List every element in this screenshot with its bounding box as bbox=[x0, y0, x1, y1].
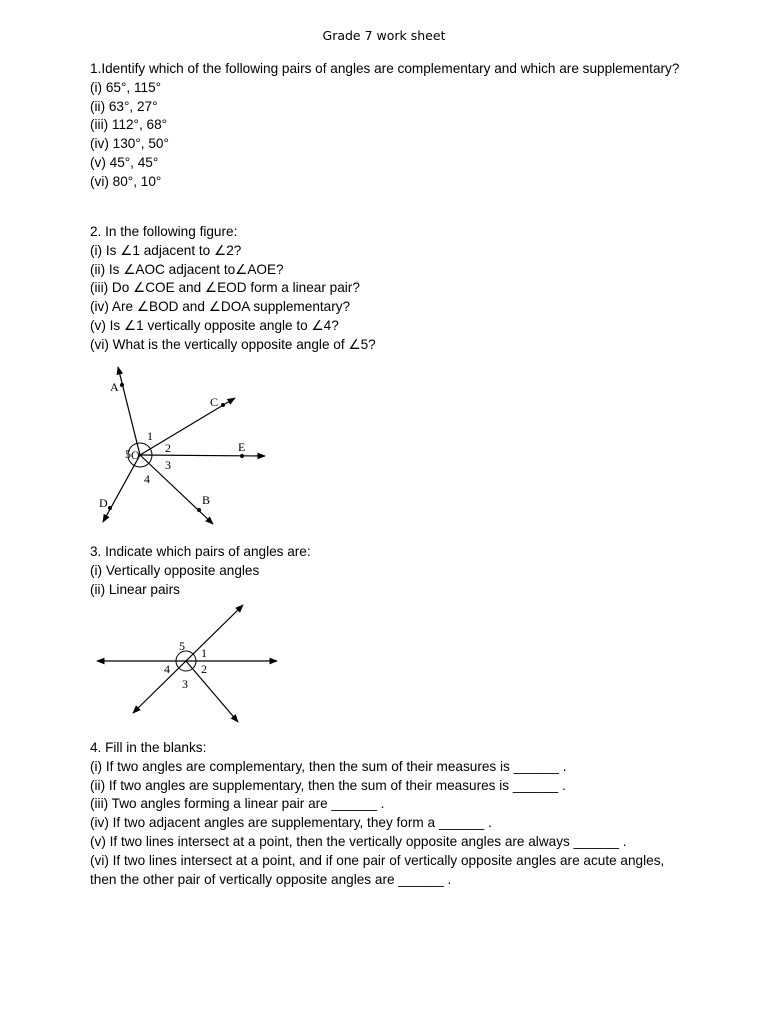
label-E: E bbox=[238, 440, 246, 454]
angle-label-4: 4 bbox=[164, 662, 170, 676]
worksheet-title: Grade 7 work sheet bbox=[322, 28, 446, 43]
question-2-item: (iv) Are ∠BOD and ∠DOA supplementary? bbox=[90, 299, 351, 315]
question-2-item: (i) Is ∠1 adjacent to ∠2? bbox=[90, 242, 242, 258]
question-1-item: (ii) 63°, 27° bbox=[90, 98, 158, 114]
point-D bbox=[108, 506, 112, 510]
question-4-item: (iv) If two adjacent angles are supplementary, they form a ______ . bbox=[90, 815, 492, 831]
ray-OC bbox=[140, 398, 235, 455]
question-2 bbox=[90, 223, 690, 355]
question-3-item: (i) Vertically opposite angles bbox=[90, 562, 260, 578]
question-1-item: (iii) 112°, 68° bbox=[90, 117, 168, 133]
ray-OD bbox=[103, 455, 140, 522]
angle-figure-q3 bbox=[90, 600, 290, 730]
angle-label-1: 1 bbox=[201, 646, 207, 660]
question-3-prompt: 3. Indicate which pairs of angles are: bbox=[90, 544, 311, 559]
question-2-item: (vi) What is the vertically opposite angle of ∠5? bbox=[90, 336, 376, 352]
angle-figure-q2 bbox=[90, 360, 280, 535]
question-1-item: (i) 65°, 115° bbox=[90, 79, 162, 95]
ray-OB bbox=[140, 455, 213, 524]
angle-label-2: 2 bbox=[165, 441, 171, 455]
question-4-item: (vi) If two lines intersect at a point, and if one pair of vertically opposite angles are acute angles, then the other pair of vertically opposite angles are ______ . bbox=[90, 852, 665, 887]
question-1 bbox=[90, 60, 690, 192]
angle-label-4: 4 bbox=[144, 472, 150, 486]
point-B bbox=[197, 508, 201, 512]
angle-label-1: 1 bbox=[147, 429, 153, 443]
label-C: C bbox=[210, 395, 219, 409]
question-1-item: (iv) 130°, 50° bbox=[90, 136, 169, 152]
question-1-prompt: 1.Identify which of the following pairs of angles are complementary and which are supplementary? bbox=[90, 61, 680, 76]
question-2-item: (iii) Do ∠COE and ∠EOD form a linear pair? bbox=[90, 280, 360, 296]
question-3 bbox=[90, 543, 690, 599]
ray-OE bbox=[140, 455, 265, 456]
question-4 bbox=[90, 739, 690, 889]
question-1-item: (vi) 80°, 10° bbox=[90, 173, 162, 189]
question-2-item: (ii) Is ∠AOC adjacent to∠AOE? bbox=[90, 261, 284, 277]
diagonal-line-1 bbox=[133, 605, 243, 713]
question-2-item: (v) Is ∠1 vertically opposite angle to ∠4? bbox=[90, 317, 339, 333]
question-2-prompt: 2. In the following figure: bbox=[90, 224, 238, 239]
question-1-item: (v) 45°, 45° bbox=[90, 154, 159, 170]
angle-label-3: 3 bbox=[182, 677, 188, 691]
question-4-item: (iii) Two angles forming a linear pair are ______ . bbox=[90, 796, 385, 812]
point-E bbox=[240, 454, 244, 458]
angle-label-5: 5 bbox=[179, 639, 185, 653]
angle-label-5: 5 bbox=[125, 447, 131, 461]
point-A bbox=[120, 383, 124, 387]
angle-label-2: 2 bbox=[201, 662, 207, 676]
ray-OA bbox=[118, 367, 140, 455]
angle-label-3: 3 bbox=[165, 458, 171, 472]
question-4-item: (v) If two lines intersect at a point, then the vertically opposite angles are always ______ . bbox=[90, 833, 627, 849]
label-A: A bbox=[110, 380, 119, 394]
ray-down-right bbox=[186, 661, 238, 722]
point-C bbox=[221, 403, 225, 407]
label-B: B bbox=[202, 493, 211, 507]
question-4-item: (ii) If two angles are supplementary, then the sum of their measures is ______ . bbox=[90, 777, 566, 793]
question-3-item: (ii) Linear pairs bbox=[90, 581, 180, 597]
question-4-item: (i) If two angles are complementary, then the sum of their measures is ______ . bbox=[90, 758, 567, 774]
question-4-prompt: 4. Fill in the blanks: bbox=[90, 740, 207, 755]
label-D: D bbox=[99, 496, 108, 510]
label-O: O bbox=[131, 448, 140, 462]
